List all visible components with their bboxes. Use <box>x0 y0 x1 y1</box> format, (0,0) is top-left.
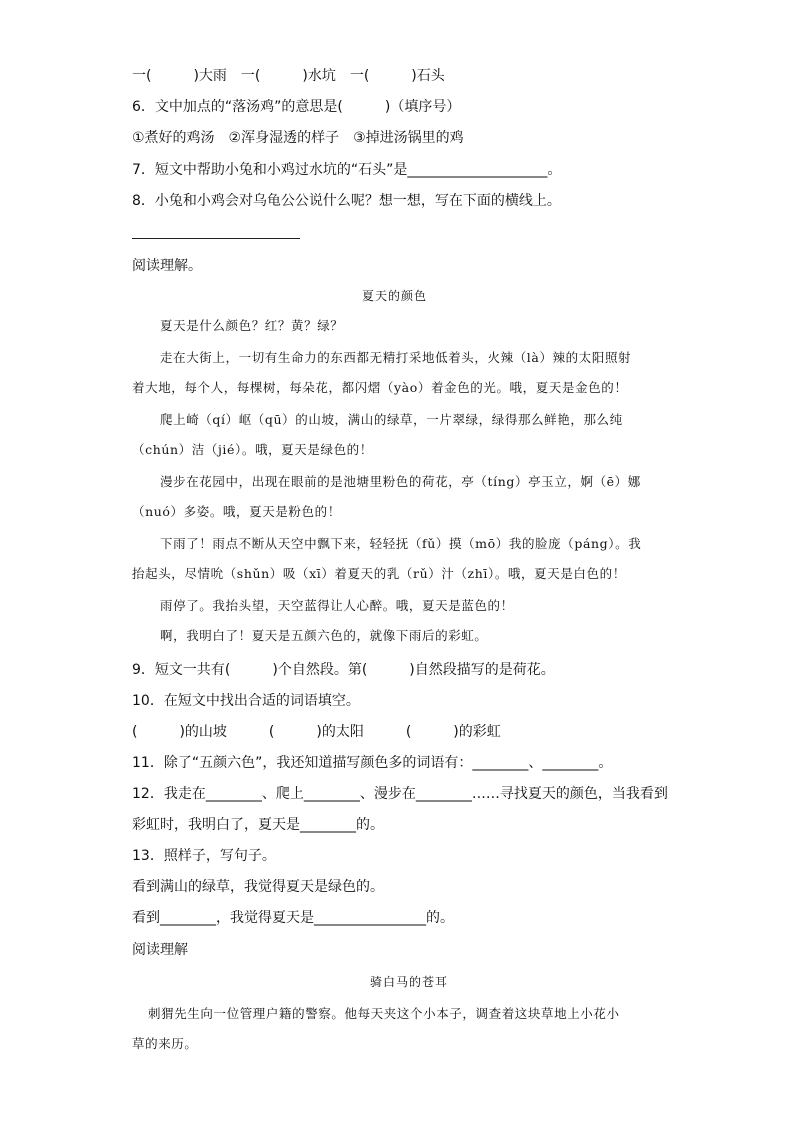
q5-measure-word-blanks: 一( )大雨 一( )水坑 一( )石头 <box>132 68 445 84</box>
q10-question: 10．在短文中找出合适的词语填空。 <box>132 693 360 709</box>
q10-blanks: ( )的山坡 ( )的太阳 ( )的彩虹 <box>132 724 501 740</box>
q6-options: ①煮好的鸡汤 ②浑身湿透的样子 ③掉进汤锅里的鸡 <box>132 130 464 146</box>
passage-line: （chún）洁（jié）。哦，夏天是绿色的！ <box>132 442 373 457</box>
q11-question: 11．除了“五颜六色”，我还知道描写颜色多的词语有：________、________。 <box>132 755 613 771</box>
passage-line: 下雨了！雨点不断从天空中飘下来，轻轻抚（fǔ）摸（mō）我的脸庞（páng）。我 <box>160 536 642 551</box>
passage-line: （nuó）多姿。哦，夏天是粉色的！ <box>132 504 341 519</box>
section-heading-reading-2: 阅读理解 <box>132 942 188 958</box>
q7-question: 7．短文中帮助小兔和小鸡过水坑的“石头”是____________________。 <box>132 162 562 178</box>
passage-line: 漫步在花园中，出现在眼前的是池塘里粉色的荷花，亭（tíng）亭玉立，婀（ē）娜 <box>160 474 641 489</box>
passage-line: 夏天是什么颜色？红？黄？绿？ <box>160 318 344 333</box>
q13-example: 看到满山的绿草，我觉得夏天是绿色的。 <box>132 879 384 895</box>
q8-question: 8．小兔和小鸡会对乌龟公公说什么呢？想一想，写在下面的横线上。 <box>132 193 561 209</box>
q13-answer-blank: 看到________，我觉得夏天是________________的。 <box>132 910 454 926</box>
passage-title-cocklebur: 骑白马的苍耳 <box>370 975 449 989</box>
section-heading-reading: 阅读理解。 <box>132 258 202 274</box>
passage-line: 雨停了。我抬头望，天空蓝得让人心醉。哦，夏天是蓝色的！ <box>160 598 514 613</box>
q8-answer-line <box>132 238 300 239</box>
passage-line: 刺猬先生向一位管理户籍的警察。他每天夹这个小本子，调查着这块草地上小花小 <box>148 1006 620 1021</box>
passage-title-summer: 夏天的颜色 <box>362 289 428 303</box>
passage-line: 爬上崎（qí）岖（qū）的山坡，满山的绿草，一片翠绿，绿得那么鲜艳，那么纯 <box>160 412 623 427</box>
q13-question: 13．照样子，写句子。 <box>132 848 276 864</box>
q9-question: 9．短文一共有( )个自然段。第( )自然段描写的是荷花。 <box>132 662 555 678</box>
passage-line: 着大地，每个人，每棵树，每朵花，都闪熠（yào）着金色的光。哦，夏天是金色的！ <box>132 380 628 395</box>
q12-line-2: 彩虹时，我明白了，夏天是________的。 <box>132 817 384 833</box>
q12-line-1: 12．我走在________、爬上________、漫步在________……寻找夏天的颜色，当我看到 <box>132 786 668 802</box>
passage-line: 走在大街上，一切有生命力的东西都无精打采地低着头，火辣（là）辣的太阳照射 <box>160 350 632 365</box>
q6-question: 6．文中加点的“落汤鸡”的意思是( )（填序号） <box>132 99 461 115</box>
passage-line: 草的来历。 <box>132 1036 198 1051</box>
passage-line: 抬起头，尽情吮（shǔn）吸（xī）着夏天的乳（rǔ）汁（zhī）。哦，夏天是白色的！ <box>132 566 626 581</box>
passage-line: 啊，我明白了！夏天是五颜六色的，就像下雨后的彩虹。 <box>160 628 488 643</box>
